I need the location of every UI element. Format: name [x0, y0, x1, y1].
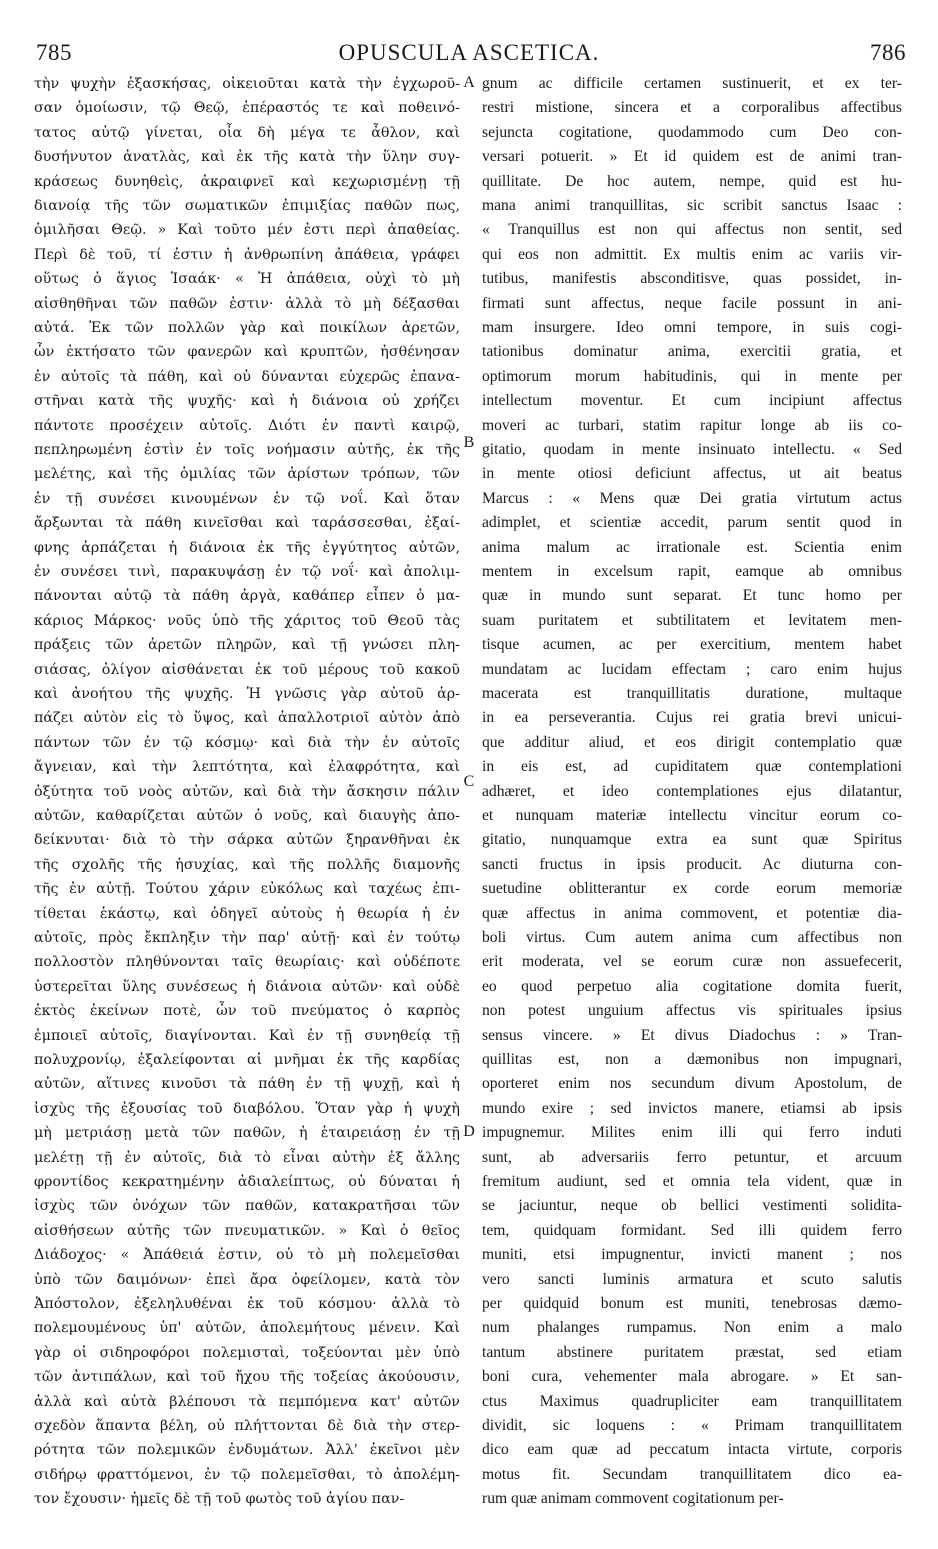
- latin-text-line: firmati sunt affectus, neque facile possunt in ani-: [482, 294, 902, 312]
- latin-text-line: se jaciuntur, neque ob bellici vestimenti solidita-: [482, 1197, 902, 1215]
- running-header: [28, 40, 910, 70]
- latin-text-line: in eis est, ad cupiditatem quæ contemplationi: [482, 758, 902, 776]
- latin-text-line: tisque acumen, ac per exercitium, mentem habet: [482, 636, 902, 654]
- latin-text-line: mundatam ac lucidam effectam ; caro enim hujus: [482, 660, 902, 678]
- running-title: OPUSCULA ASCETICA.: [338, 40, 600, 65]
- greek-text-line: σιδήρῳ φραττόμενοι, ἐν τῷ πολεμεῖσθαι, τὸ ἀπολέμη-: [34, 1466, 460, 1483]
- latin-text-line: quæ affectus in anima commovent, et potentiæ dia-: [482, 904, 902, 922]
- latin-text-line: « Tranquillus est non qui affectus non sentit, sed: [482, 221, 902, 239]
- greek-text-line: δείκνυται· διὰ τὸ τὴν σάρκα αὐτῶν ξηρανθῆναι ἐκ: [34, 832, 460, 849]
- greek-text-line: πάνονται αὐτῷ τὰ πάθη ἀργὰ, καθάπερ εἶπεν ὁ μα-: [34, 588, 460, 605]
- latin-text-line: oporteret enim nos secundum divum Apostolum, de: [482, 1075, 902, 1093]
- greek-text-line: τίθεται ἑκάστῳ, καὶ ὁδηγεῖ αὐτοὺς ἡ θεωρία ἡ ἐν: [34, 905, 460, 922]
- greek-text-line: τὴν ψυχὴν ἐξασκήσας, οἰκειοῦται κατὰ τὴν ἐγχωροῦ-: [34, 76, 460, 92]
- greek-text-line: τον ἔχουσιν· ἡμεῖς δὲ τῇ τοῦ φωτὸς τοῦ ἁγίου παν-: [34, 1491, 405, 1508]
- greek-text-line: δυσήνυτον ἀνατλὰς, καὶ ἐκ τῆς κατὰ τὴν ὕλην συγ-: [34, 149, 460, 166]
- greek-text-line: ἄρξωνται τὰ πάθη κινεῖσθαι καὶ ταράσσεσθαι, ἐξαί-: [34, 515, 460, 532]
- latin-text-line: suetudine oblitterantur ex corde eorum memoriæ: [482, 880, 902, 898]
- latin-text-line: mam insurgere. Ideo omni tempore, in suis cogi-: [482, 319, 902, 336]
- latin-text-line: optimorum morum habitudinis, qui in mente per: [482, 367, 902, 385]
- latin-text-line: intellectum moventur. Et cum incipiunt affectus: [482, 392, 902, 410]
- latin-text-column: [482, 72, 902, 1532]
- greek-text-line: τῆς σχολῆς τῆς ἡσυχίας, καὶ τῆς πολλῆς διαμονῆς: [34, 856, 460, 873]
- latin-text-line: mentem in excelsum rapit, eamque ab omnibus: [482, 563, 902, 580]
- latin-text-line: rum quæ animam commovent cogitationum per-: [482, 1490, 784, 1508]
- greek-text-line: ἐκτὸς ἐκείνων ποτὲ, ὧν τοῦ πνεύματος ὁ καρπὸς: [34, 1003, 460, 1020]
- latin-text-line: non potest unguium affectus vis spirituales ipsius: [482, 1002, 902, 1020]
- latin-text-line: quillitate. De hoc autem, nempe, quid est hu-: [482, 172, 902, 190]
- latin-text-line: in ea perseverantia. Cujus rei gratia brevi unicui-: [482, 709, 902, 727]
- margin-marker-c: C: [463, 773, 475, 790]
- greek-text-line: ὀξύτητα τοῦ νοὸς αὐτῶν, καὶ διὰ τὴν ἄσκησιν πάλιν: [34, 783, 460, 800]
- latin-text-line: macerata est tranquillitatis duratione, multaque: [482, 685, 902, 702]
- margin-marker-b: B: [463, 434, 475, 451]
- latin-text-line: gnum ac difficile certamen sustinuerit, et ex ter-: [482, 75, 902, 92]
- latin-text-line: erit moderata, vel se eorum curæ non assuefecerit,: [482, 953, 902, 971]
- latin-text-line: vero sancti luminis armatura et scuto salutis: [482, 1270, 902, 1288]
- page-number-right: 786: [870, 40, 906, 65]
- greek-text-line: μὴ μετριάσῃ μετὰ τῶν παθῶν, ἡ ἑταιρειάσῃ ἐν τῇ: [34, 1125, 460, 1142]
- greek-text-line: αἰσθηθῆναι τῶν παθῶν ἐστιν· ἀλλὰ τὸ μὴ δέξασθαι: [34, 295, 460, 312]
- greek-text-line: τῶν ἀντιπάλων, καὶ τοῦ ἤχου τῆς τοξείας ἀκούουσιν,: [34, 1369, 460, 1386]
- greek-text-line: πράξεις τῶν ἀρετῶν πληρῶν, καὶ τῇ γνώσει πλη-: [34, 637, 460, 654]
- greek-text-line: κράσεως δυνηθεὶς, ἀκραιφνεῖ καὶ κεχωρισμένῃ τῇ: [34, 173, 460, 190]
- greek-text-line: καὶ ἀνοήτου τῆς ψυχῆς. Ἡ γνῶσις γὰρ αὐτοῦ ἁρ-: [34, 686, 460, 702]
- latin-text-line: quæ in mundo sunt separat. Et tunc homo per: [482, 587, 902, 605]
- latin-text-line: anima malum ac irrationale est. Scientia enim: [482, 538, 902, 556]
- greek-text-line: ἐν τῇ συνέσει κινουμένων ἐν τῷ νοΐ. Καὶ ὅταν: [34, 490, 460, 507]
- greek-text-line: τῆς ἐν αὐτῇ. Τούτου χάριν εὐκόλως καὶ ταχέως ἐπι-: [34, 881, 460, 898]
- latin-text-line: muniti, etsi impugnentur, invicti manent ; nos: [482, 1246, 902, 1264]
- latin-text-line: adhæret, et ideo contemplationes ejus dilatantur,: [482, 782, 902, 800]
- latin-text-line: qui eos non admittit. Ex multis enim ac variis vir-: [482, 245, 902, 263]
- greek-text-line: σχεδὸν ἅπαντα βέλη, οὐ πλήττονται δὲ διὰ τὴν στερ-: [34, 1418, 460, 1434]
- latin-text-line: gitatio, nunquamque extra ea sunt quæ Spiritus: [482, 831, 902, 849]
- greek-text-line: πάζει αὐτὸν εἰς τὸ ὕψος, καὶ ἀπαλλοτριοῖ αὐτὸν ἀπὸ: [34, 710, 460, 727]
- greek-text-line: ὧν ἐκτήσατο τῶν φανερῶν καὶ κρυπτῶν, ἠσθένησαν: [34, 344, 460, 361]
- greek-text-line: ἐν συνέσει τινὶ, παρακυψάσῃ ἐν τῷ νοΐ· καὶ ἀπολιμ-: [34, 564, 460, 580]
- greek-text-line: αὐτῶν, καθαρίζεται αὐτῶν ὁ νοῦς, καὶ διαυγὴς ἀπο-: [34, 808, 460, 824]
- margin-marker-d: D: [463, 1123, 475, 1140]
- greek-text-line: σαν ὁμοίωσιν, τῷ Θεῷ, ἐπέραστός τε καὶ ποθεινό-: [34, 100, 460, 117]
- latin-text-line: ctus Maximus quadrupliciter eam tranquillitatem: [482, 1392, 902, 1410]
- latin-text-line: fremitum audiunt, sed et omnia tela vident, quæ in: [482, 1173, 902, 1190]
- latin-text-line: tem, quidquam formidant. Sed illi quidem ferro: [482, 1221, 902, 1239]
- greek-text-line: ἀλλὰ καὶ αὐτὰ βλέπουσι τὰ πεμπόμενα κατ' αὐτῶν: [34, 1393, 460, 1410]
- greek-text-line: ἐμποιεῖ αὐτοῖς, διαγίνονται. Καὶ ἐν τῇ συνηθείᾳ τῇ: [34, 1027, 460, 1044]
- greek-text-line: σιάσας, ὀλίγον αἰσθάνεται ἐκ τοῦ μέρους τοῦ κακοῦ: [34, 661, 460, 678]
- latin-text-line: impugnemur. Milites enim illi qui ferro induti: [482, 1124, 902, 1142]
- greek-text-line: ἐν αὐτοῖς τὰ πάθη, καὶ οὐ δύνανται εὐχερῶς ἐπανα-: [34, 368, 460, 385]
- greek-text-line: φροντίδος κεκρατημένην ἀδιαλείπτως, οὐ δύναται ἡ: [34, 1174, 460, 1190]
- margin-marker-a: A: [463, 74, 475, 91]
- latin-text-line: que additur aliud, et eos dirigit contemplatio quæ: [482, 733, 902, 751]
- latin-text-line: sunt, ab adversariis ferro petuntur, et arcuum: [482, 1148, 902, 1166]
- greek-text-line: αὐτά. Ἐκ τῶν πολλῶν γὰρ καὶ ποικίλων ἀρετῶν,: [34, 320, 460, 336]
- greek-text-line: κάριος Μάρκος· νοῦς ὑπὸ τῆς χάριτος τοῦ Θεοῦ τὰς: [34, 612, 460, 629]
- greek-text-line: ὑπὸ τῶν δαιμόνων· ἐπεὶ ἄρα ὀφείλομεν, κατὰ τὸν: [34, 1271, 460, 1288]
- greek-text-column: [34, 72, 460, 1532]
- latin-text-line: sensus vincere. » Et divus Diadochus : » Tran-: [482, 1026, 902, 1044]
- latin-text-line: suam puritatem et subtilitatem et levitatem men-: [482, 611, 902, 629]
- latin-text-line: et nunquam materiæ intellectu vincitur eorum co-: [482, 807, 902, 824]
- greek-text-line: αἰσθήσεων αὐτῆς τῶν πνευματικῶν. » Καὶ ὁ θεῖος: [34, 1222, 460, 1239]
- latin-text-line: mundo exire ; sed invictos manere, etiamsi ab ipsis: [482, 1099, 902, 1117]
- latin-text-line: sejuncta cogitatione, quodammodo cum Deo con-: [482, 123, 902, 141]
- greek-text-line: πολλοστὸν πληθύνονται ταῖς θεωρίαις· καὶ οὐδέποτε: [34, 954, 460, 971]
- latin-text-line: dico eam quæ ad peccatum intacta virtute, corporis: [482, 1441, 902, 1459]
- greek-text-line: φνης ἁρπάζεται ἡ διάνοια ἐκ τῆς ἐγγύτητος αὐτῶν,: [34, 539, 460, 556]
- latin-text-line: adimplet, et scientiæ accedit, parum sentit quod in: [482, 514, 902, 532]
- greek-text-line: αὐτῶν, αἵτινες κινοῦσι τὰ πάθη ἐν τῇ ψυχῇ, καὶ ἡ: [34, 1076, 460, 1093]
- latin-text-line: quillitas est, non a dæmonibus non impugnari,: [482, 1051, 902, 1068]
- greek-text-line: πάντοτε προσέχειν αὐτοῖς. Διότι ἐν παντὶ καιρῷ,: [34, 417, 460, 434]
- greek-text-line: πολυχρονίῳ, ἐξαλείφονται αἱ μνῆμαι ἐκ τῆς καρδίας: [34, 1052, 460, 1068]
- greek-text-line: πάντων τῶν ἐν τῷ κόσμῳ· καὶ διὰ τὴν ἐν αὐτοῖς: [34, 734, 460, 751]
- latin-text-line: motus fit. Secundam tranquillitatem dico ea-: [482, 1465, 902, 1483]
- greek-text-line: ἰσχὺς τῶν ὀνόχων τῶν παθῶν, κατακρατῆσαι τῶν: [34, 1198, 460, 1215]
- greek-text-line: μελέτῃ τῇ ἐν αὐτοῖς, διὰ τὸ εἶναι αὐτὴν ἐξ ἄλλης: [34, 1149, 460, 1166]
- page-number-left: 785: [36, 40, 72, 65]
- greek-text-line: ἰσχὺς τῆς ἐξουσίας τοῦ διαβόλου. Ὅταν γὰρ ἡ ψυχὴ: [34, 1100, 460, 1117]
- greek-text-line: ἄγνειαν, καὶ τὴν λεπτότητα, καὶ ἐλαφρότητα, καὶ: [34, 759, 460, 776]
- greek-text-line: αὐτοῖς, πρὸς ἔκπληξιν τὴν παρ' αὐτῇ· καὶ ἐν τούτῳ: [34, 930, 460, 946]
- latin-text-line: Marcus : « Mens quæ Dei gratia virtutum actus: [482, 489, 902, 507]
- greek-text-line: πεπληρωμένη ἐστὶν ἐν τοῖς νοήμασιν αὐτῆς, ἐκ τῆς: [34, 442, 460, 458]
- greek-text-line: Περὶ δὲ τοῦ, τί ἐστιν ἡ ἀνθρωπίνη ἀπάθεια, γράφει: [34, 246, 460, 263]
- latin-text-line: versari potuerit. » Et id quidem est de animi tran-: [482, 148, 902, 166]
- greek-text-line: Ἀπόστολον, ἐξεληλυθέναι ἐκ τοῦ κόσμου· ἀλλὰ τὸ: [34, 1296, 460, 1312]
- greek-text-line: διανοίᾳ τῆς τῶν σωματικῶν ἐπιμιξίας παθῶν πως,: [34, 198, 460, 214]
- greek-text-line: στῆναι κατὰ τῆς ψυχῆς· καὶ ἡ διάνοια οὐ χρήζει: [34, 393, 460, 410]
- latin-text-line: tantum abstinere puritatem præstat, sed etiam: [482, 1343, 902, 1361]
- latin-text-line: num phalanges rumpamus. Non enim a malo: [482, 1319, 902, 1337]
- latin-text-line: sancti fructus in ipsis producit. Ac diuturna con-: [482, 855, 902, 873]
- latin-text-line: tationibus dominatur anima, exercitii gratia, et: [482, 343, 902, 361]
- greek-text-line: τατος αὐτῷ γίνεται, οἷα δὴ μέγα τε ἆθλον, καὶ: [34, 124, 460, 141]
- greek-text-line: πολεμουμένους ὑπ' αὐτῶν, ἀπολεμήτους μένειν. Καὶ: [34, 1320, 460, 1337]
- latin-text-line: per quidquid bonum est muniti, tenebrosas dæmo-: [482, 1295, 902, 1312]
- greek-text-line: Διάδοχος· « Ἀπάθειά ἐστιν, οὐ τὸ μὴ πολεμεῖσθαι: [34, 1247, 460, 1264]
- greek-text-line: μελέτης, καὶ τῆς ὁμιλίας τῶν ἀρίστων τρόπων, τῶν: [34, 466, 460, 483]
- latin-text-line: restri mistione, sincera et a corporalibus affectibus: [482, 99, 902, 117]
- latin-text-line: in mente otiosi deficiunt affectus, ut ait beatus: [482, 465, 902, 483]
- greek-text-line: ὑστερεῖται ὕλης συνέσεως ἡ διάνοια αὐτῶν· καὶ οὐδὲ: [34, 978, 460, 995]
- latin-text-line: gitatio, quodam in mente insinuato intellectu. « Sed: [482, 441, 902, 458]
- greek-text-line: γὰρ οἱ σιδηροφόροι πολεμισταὶ, τοξεύονται μὲν ὑπὸ: [34, 1344, 460, 1361]
- latin-text-line: moveri ac turbari, statim rapitur longe ab iis co-: [482, 416, 902, 434]
- latin-text-line: eo quod perpetuo alia cogitatione domita fuerit,: [482, 977, 902, 995]
- latin-text-line: boni cura, vehementer mala abrogare. » Et san-: [482, 1368, 902, 1386]
- latin-text-line: mana animi tranquillitas, sic scribit sanctus Isaac :: [482, 197, 902, 214]
- latin-text-line: boli virtus. Cum autem anima cum affectibus non: [482, 929, 902, 946]
- latin-text-line: tutibus, manifestis absconditisve, quas possidet, in-: [482, 270, 902, 288]
- latin-text-line: dividit, sic loquens : « Primam tranquillitatem: [482, 1417, 902, 1434]
- greek-text-line: ρότητα τῶν πολεμικῶν ἐνδυμάτων. Ἀλλ' ἐκεῖνοι μὲν: [34, 1442, 460, 1459]
- greek-text-line: οὕτως ὁ ἅγιος Ἰσαάκ· « Ἡ ἀπάθεια, οὐχὶ τὸ μὴ: [34, 271, 460, 288]
- greek-text-line: ὁμιλῆσαι Θεῷ. » Καὶ τοῦτο μέν ἐστι περὶ ἀπαθείας.: [34, 222, 460, 239]
